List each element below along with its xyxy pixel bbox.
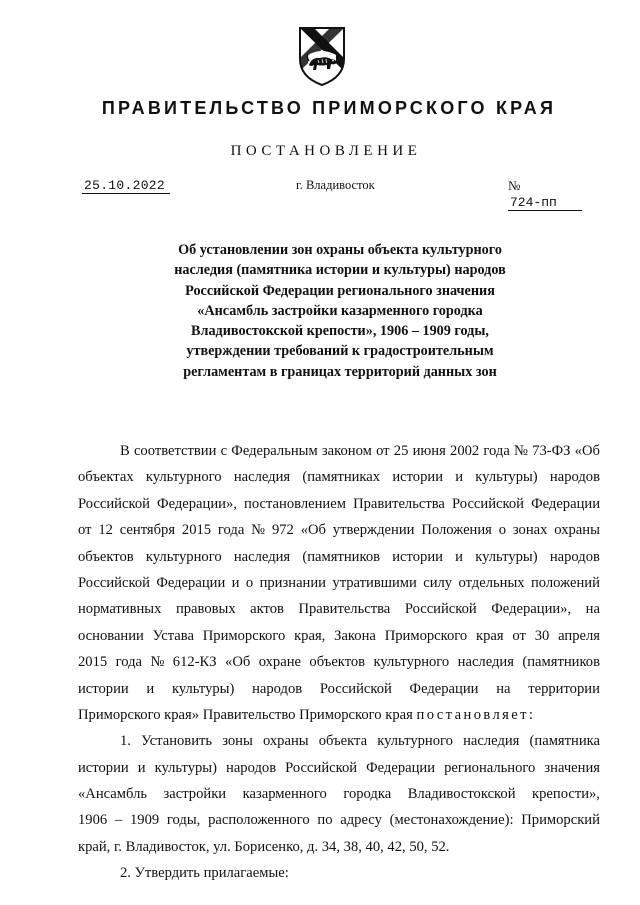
body-word: сентября [119, 522, 176, 539]
body-word: (местонахождение): [389, 812, 514, 829]
body-line [78, 491, 600, 517]
body-word: № [514, 443, 528, 459]
body-word: В [120, 443, 130, 459]
body-word: нормативных [78, 601, 162, 618]
body-word: значения [544, 759, 600, 776]
body-word: Федерации [366, 759, 436, 776]
body-word: от [376, 443, 390, 459]
body-word: и [455, 469, 464, 486]
body-word: 1. [120, 733, 131, 750]
body-word: Российской [452, 495, 524, 512]
body-line [78, 544, 600, 570]
body-word: казарменного [242, 786, 327, 803]
body-line [78, 517, 600, 543]
body-word: культурного [145, 469, 222, 486]
body-word: отдельных [458, 574, 525, 591]
body-word: Федерации», [491, 601, 572, 618]
body-word: адресу [340, 812, 382, 829]
document-type: ПОСТАНОВЛЕНИЕ [230, 143, 422, 159]
body-word: культурного [373, 654, 450, 671]
body-word: наследия [233, 469, 291, 486]
body-word: Федерации [531, 495, 600, 512]
body-word: Российской [78, 574, 150, 591]
body-word: по [317, 812, 333, 829]
body-word: культуры) [154, 759, 217, 776]
body-word: признании [259, 574, 326, 591]
body-word: о [498, 522, 507, 539]
subject-line: «Ансамбль застройки казарменного городка [197, 302, 483, 319]
body-word: Устава [152, 627, 194, 644]
body-word: Правительства [353, 495, 445, 512]
body-word: Приморского [202, 627, 286, 644]
body-word: наследия [457, 654, 514, 671]
body-word: года [483, 443, 510, 459]
document-number [508, 178, 600, 211]
body-word: Федерации», [157, 495, 237, 512]
body-word: народов [252, 680, 303, 697]
body-word: «Об [300, 522, 326, 539]
body-word: Приморский [521, 812, 600, 829]
body-word: (памятников [302, 548, 381, 565]
body-word: и [146, 680, 155, 697]
body-line [78, 623, 600, 649]
body-word: края [476, 627, 504, 644]
body-word: 73-ФЗ [532, 443, 571, 459]
body-word: Федеральным [231, 443, 318, 459]
body-word: истории [78, 680, 129, 697]
body-line [78, 438, 600, 464]
body-word: истории [392, 469, 444, 486]
body-word: о [245, 574, 254, 591]
body-word: 2015 [181, 522, 212, 539]
body-word: расположенного [208, 812, 310, 829]
body-word: Установить [141, 733, 213, 750]
body-word: Российской [404, 601, 477, 618]
body-word: Российской [285, 759, 358, 776]
body-line [78, 728, 600, 754]
body-spaced-word: постановляет: [416, 706, 536, 723]
number-value: 724-пп [508, 195, 582, 211]
body-word: истории [78, 759, 129, 776]
body-word: года [115, 654, 143, 671]
body-word: утратившими [332, 574, 417, 591]
body-line [78, 807, 600, 833]
body-word: объекта [318, 733, 368, 750]
body-word: годы, [166, 812, 201, 829]
body-word: «Об [225, 654, 251, 671]
body-word: 1909 [129, 812, 160, 829]
body-word: «Ансамбль [78, 786, 148, 803]
body-word: № [251, 522, 266, 539]
body-line [78, 676, 600, 702]
subject-line: регламентам в границах территорий данных зон [183, 363, 497, 380]
body-word: от [78, 522, 92, 539]
body-word: законом [321, 443, 372, 459]
body-word: основании [78, 627, 144, 644]
body-word: застройки [163, 786, 227, 803]
subject-line: Владивостокской крепости», 1906 – 1909 годы, [191, 323, 489, 340]
body-word: народов [549, 469, 600, 486]
body-word: апреля [558, 627, 600, 644]
body-word: культурного [377, 733, 453, 750]
body-word: «Об [574, 443, 600, 459]
body-word: культуры) [475, 548, 538, 565]
document-body [78, 438, 600, 887]
body-word: народов [226, 759, 277, 776]
body-word: соответствии [133, 443, 217, 459]
subject-line: утверждении требований к градостроительным [186, 343, 494, 360]
body-word: городка [343, 786, 392, 803]
body-word: охраны [554, 522, 600, 539]
document-city: г. Владивосток [296, 178, 375, 192]
body-word: регионального [444, 759, 536, 776]
body-word: зоны [222, 733, 253, 750]
body-word: силу [423, 574, 453, 591]
body-word: края, [294, 627, 326, 644]
body-word: 2015 [78, 654, 108, 671]
body-word: Приморского [384, 627, 468, 644]
body-word: – [114, 812, 123, 829]
body-text-segment: Приморского края» Правительство Приморского края [78, 706, 413, 723]
body-word: Федерации [156, 574, 226, 591]
body-word: правовых [175, 601, 236, 618]
body-word: (памятника [529, 733, 600, 750]
body-word: положений [530, 574, 600, 591]
body-line [78, 702, 600, 728]
subject-line: Российской Федерации регионального значения [185, 282, 495, 299]
body-line [78, 649, 600, 675]
body-word: 1906 [78, 812, 108, 829]
subject-line: наследия (памятника истории и культуры) народов [174, 262, 506, 279]
body-word: 612-КЗ [172, 654, 217, 671]
body-word: от [512, 627, 526, 644]
number-sign: № [508, 178, 521, 193]
body-word: истории [392, 548, 443, 565]
document-date: 25.10.2022 [82, 178, 170, 194]
body-word: территории [528, 680, 600, 697]
body-line: край, г. Владивосток, ул. Борисенко, д. 34, 38, 40, 42, 50, 52. [78, 838, 450, 855]
body-word: Российской [78, 495, 150, 512]
body-word: 30 [534, 627, 550, 644]
body-word: наследия [233, 548, 291, 565]
body-word: и [231, 574, 240, 591]
body-word: 2002 [450, 443, 480, 459]
coat-of-arms-icon [296, 25, 348, 87]
body-word: Владивостокской [407, 786, 516, 803]
body-word: охране [258, 654, 301, 671]
body-line [78, 570, 600, 596]
body-word: охраны [262, 733, 309, 750]
government-title: ПРАВИТЕЛЬСТВО ПРИМОРСКОГО КРАЯ [101, 98, 557, 118]
body-word: года [217, 522, 245, 539]
body-word: с [220, 443, 228, 459]
body-word: Правительства [298, 601, 391, 618]
body-word: 12 [98, 522, 113, 539]
body-word: № [150, 654, 165, 671]
body-line [78, 755, 600, 781]
body-word: зонах [512, 522, 548, 539]
body-line [78, 781, 600, 807]
body-word: Закона [334, 627, 376, 644]
body-word: культурного [145, 548, 222, 565]
body-word: культуры) [475, 469, 538, 486]
document-subject [150, 240, 530, 382]
body-word: на [496, 680, 511, 697]
body-word: наследия [463, 733, 520, 750]
body-word: крепости», [532, 786, 600, 803]
body-word: (памятниках [302, 469, 381, 486]
body-word: и [455, 548, 463, 565]
body-word: народов [549, 548, 600, 565]
body-word: объектах [78, 469, 134, 486]
body-line [78, 596, 600, 622]
body-word: постановлением [244, 495, 346, 512]
body-word: на [585, 601, 600, 618]
body-word: объектов [309, 654, 366, 671]
body-line [78, 464, 600, 490]
subject-line: Об установлении зон охраны объекта культурного [178, 242, 502, 258]
body-word: Положения [421, 522, 492, 539]
body-word: утверждении [332, 522, 415, 539]
body-word: культуры) [171, 680, 235, 697]
body-word: (памятников [522, 654, 600, 671]
body-word: Российской [319, 680, 392, 697]
body-word: Федерации [409, 680, 479, 697]
body-word: 972 [271, 522, 294, 539]
body-word: актов [250, 601, 284, 618]
body-word: и [137, 759, 146, 776]
body-word: 25 [393, 443, 409, 459]
document-meta-row [78, 178, 600, 210]
body-word: объектов [78, 548, 134, 565]
body-line: 2. Утвердить прилагаемые: [120, 865, 289, 882]
body-word: июня [412, 443, 446, 459]
